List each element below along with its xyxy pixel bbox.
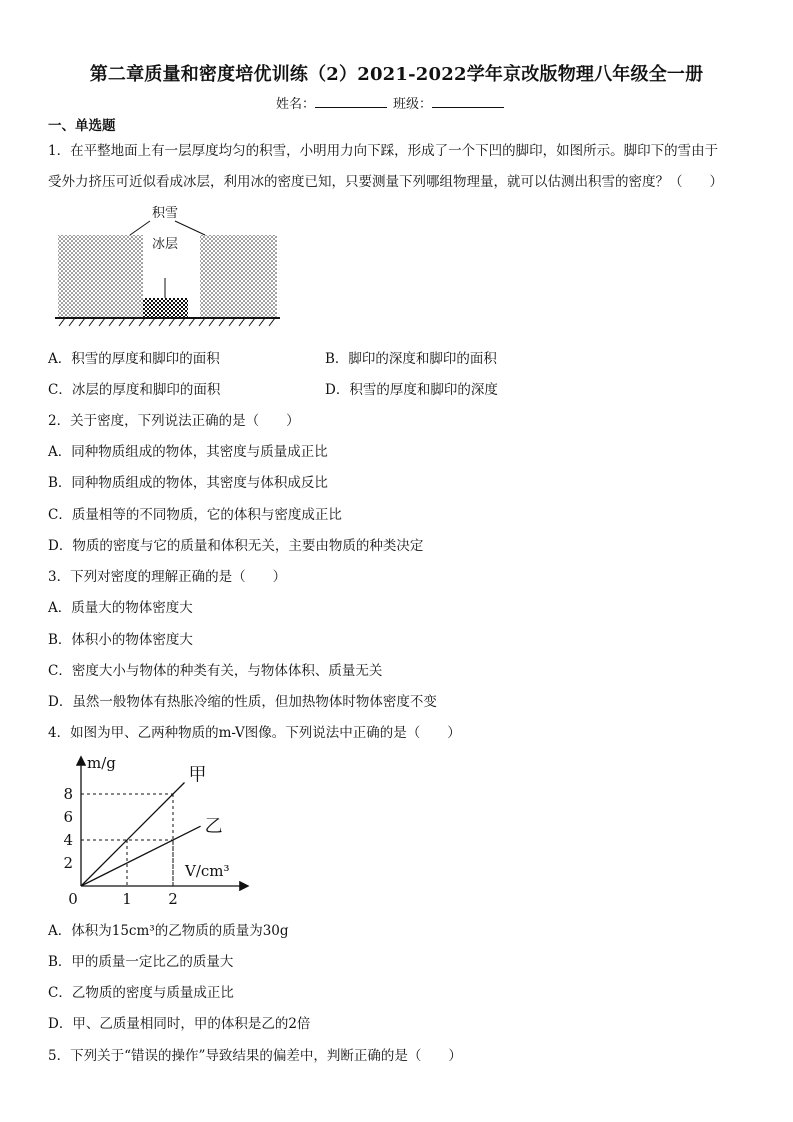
q2-option-b: B．同种物质组成的物体，其密度与体积成反比 [48, 475, 328, 491]
y-tick-label: 8 [63, 785, 73, 803]
snow-label: 积雪 [151, 206, 179, 221]
series-line-jia [81, 783, 185, 887]
q3-option-d: D．虽然一般物体有热胀冷缩的性质，但加热物体时物体密度不变 [48, 694, 437, 710]
page-title: 第二章质量和密度培优训练（2）2021-2022学年京改版物理八年级全一册 [89, 64, 704, 85]
snow-right-block [200, 235, 277, 317]
q1-option-b: B．脚印的深度和脚印的面积 [325, 351, 497, 367]
q1-stem-line-2: 受外力挤压可近似看成冰层，利用冰的密度已知，只要测量下列哪组物理量，就可以估测出积雪的密度？（ ） [48, 174, 723, 190]
origin-label: 0 [68, 890, 78, 908]
q1-option-c: C．冰层的厚度和脚印的面积 [48, 382, 221, 398]
q4-stem: 4．如图为甲、乙两种物质的m-V图像。下列说法中正确的是（ ） [48, 725, 461, 741]
q1-option-a: A．积雪的厚度和脚印的面积 [48, 351, 220, 367]
ice-label: 冰层 [151, 237, 179, 252]
series-label-jia: 甲 [188, 764, 207, 786]
y-axis-label: m/g [87, 754, 116, 772]
class-blank[interactable] [432, 95, 504, 108]
q1-option-d: D．积雪的厚度和脚印的深度 [325, 382, 498, 398]
x-tick-label: 2 [168, 890, 178, 908]
q3-stem: 3．下列对密度的理解正确的是（ ） [48, 569, 287, 585]
q3-option-b: B．体积小的物体密度大 [48, 632, 193, 648]
q5-stem: 5．下列关于“错误的操作”导致结果的偏差中，判断正确的是（ ） [48, 1048, 462, 1064]
q4-option-a: A．体积为15cm³的乙物质的质量为30g [48, 923, 289, 939]
section-heading: 一、单选题 [48, 118, 116, 134]
y-tick-label: 6 [63, 808, 73, 826]
class-label: 班级： [393, 97, 433, 112]
q4-option-c: C．乙物质的密度与质量成正比 [48, 985, 234, 1001]
mass-volume-chart [55, 752, 255, 910]
snow-left-block [58, 235, 143, 317]
q2-stem: 2．关于密度，下列说法正确的是（ ） [48, 413, 300, 429]
name-blank[interactable] [315, 95, 387, 108]
q1-stem-line-1: 1．在平整地面上有一层厚度均匀的积雪，小明用力向下踩，形成了一个下凹的脚印，如图所示。脚印下的雪由于 [48, 143, 719, 159]
x-axis-label: V/cm³ [185, 862, 230, 880]
q3-option-c: C．密度大小与物体的种类有关，与物体体积、质量无关 [48, 663, 383, 679]
q4-option-b: B．甲的质量一定比乙的质量大 [48, 954, 234, 970]
q2-option-c: C．质量相等的不同物质，它的体积与密度成正比 [48, 507, 342, 523]
q4-option-d: D．甲、乙质量相同时，甲的体积是乙的2倍 [48, 1016, 311, 1032]
snow-footprint-figure [55, 200, 285, 330]
y-tick-label: 4 [63, 831, 73, 849]
q3-option-a: A．质量大的物体密度大 [48, 600, 193, 616]
ice-layer-block [143, 298, 188, 317]
series-label-yi: 乙 [204, 816, 223, 838]
name-label: 姓名： [276, 97, 316, 112]
q2-option-d: D．物质的密度与它的质量和体积无关，主要由物质的种类决定 [48, 538, 424, 554]
q2-option-a: A．同种物质组成的物体，其密度与质量成正比 [48, 444, 328, 460]
x-tick-label: 1 [122, 890, 132, 908]
series-line-yi [81, 826, 201, 886]
y-tick-label: 2 [63, 854, 73, 872]
student-info-line [276, 93, 510, 112]
